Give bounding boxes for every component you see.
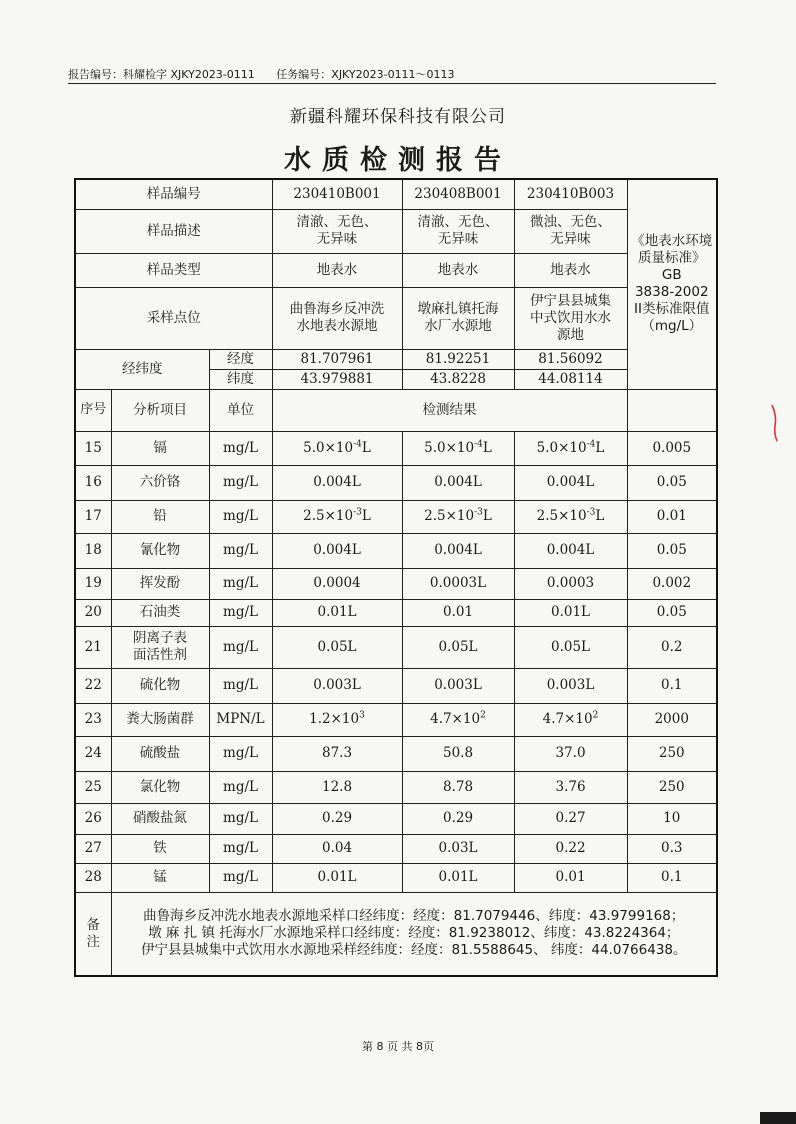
sample-3-lon: 81.56092 [514,349,627,369]
table-row [75,736,717,771]
standard-limit: 250 [627,736,717,771]
result-value: $4.7\times 10^2$ [402,703,514,736]
analysis-item: 铅 [111,500,209,533]
unit-cell: MPN/L [209,703,272,736]
notes-text [111,892,717,976]
table-row [75,703,717,736]
unit-cell: mg/L [209,834,272,863]
label-sample-type: 样品类型 [75,253,272,287]
result-value: 0.004L [402,533,514,568]
sample-2-lon: 81.92251 [402,349,514,369]
header-seq: 序号 [75,389,111,431]
result-value: $2.5\times 10^{-3}L$ [514,500,627,533]
analysis-item: 六价铬 [111,465,209,500]
sample-2-type: 地表水 [402,253,514,287]
result-value: $5.0\times 10^{-4}L$ [402,431,514,465]
result-value: 50.8 [402,736,514,771]
result-value: 0.01L [514,599,627,626]
analysis-item: 石油类 [111,599,209,626]
report-number: 报告编号：科耀检字 XJKY2023-0111 [68,68,255,81]
table-row [75,500,717,533]
header-result: 检测结果 [272,389,627,431]
sample-1-lat: 43.979881 [272,369,402,389]
result-value: $5.0\times 10^{-4}L$ [272,431,402,465]
table-row [75,626,717,668]
result-value: 0.004L [514,533,627,568]
unit-cell: mg/L [209,668,272,703]
result-value: 0.01 [402,599,514,626]
result-value: $2.5\times 10^{-3}L$ [402,500,514,533]
analysis-item: 锰 [111,863,209,892]
row-sample-type [75,253,717,287]
unit-cell: mg/L [209,500,272,533]
unit-cell: mg/L [209,533,272,568]
result-value: 0.05L [514,626,627,668]
standard-limit: 0.005 [627,431,717,465]
task-number: 任务编号：XJKY2023-0111～0113 [276,68,455,81]
header-item: 分析项目 [111,389,209,431]
result-value: 0.01L [272,599,402,626]
label-coords: 经纬度 [75,349,209,389]
row-number: 20 [75,599,111,626]
row-longitude [75,349,717,369]
result-value: 0.03L [402,834,514,863]
standard-limit: 2000 [627,703,717,736]
unit-cell: mg/L [209,626,272,668]
unit-cell: mg/L [209,863,272,892]
result-value: 0.004L [272,465,402,500]
report-title: 水质检测报告 [284,145,512,176]
table-row [75,803,717,834]
sample-1-type: 地表水 [272,253,402,287]
row-number: 17 [75,500,111,533]
results-table [74,178,718,977]
sample-2-id: 230408B001 [402,179,514,209]
row-number: 18 [75,533,111,568]
standard-limit: 250 [627,771,717,803]
result-value: 0.29 [402,803,514,834]
result-value: 0.003L [272,668,402,703]
result-value: 0.27 [514,803,627,834]
row-number: 25 [75,771,111,803]
row-number: 26 [75,803,111,834]
sample-1-desc: 清澈、无色、 无异味 [272,209,402,253]
table-row [75,431,717,465]
sample-3-lat: 44.08114 [514,369,627,389]
table-row [75,863,717,892]
result-value: 0.29 [272,803,402,834]
company-name: 新疆科耀环保科技有限公司 [290,107,506,127]
label-sample-site: 采样点位 [75,287,272,349]
result-value: $4.7\times 10^2$ [514,703,627,736]
result-value: 87.3 [272,736,402,771]
label-sample-desc: 样品描述 [75,209,272,253]
standard-limit-header: 《地表水环境 质量标准》GB 3838-2002 II类标准限值 （mg/L） [627,179,717,389]
row-sample-id [75,179,717,209]
result-value: 12.8 [272,771,402,803]
standard-limit: 0.05 [627,533,717,568]
unit-cell: mg/L [209,771,272,803]
result-value: 0.004L [272,533,402,568]
label-longitude: 经度 [209,349,272,369]
table-row [75,465,717,500]
row-number: 24 [75,736,111,771]
red-pen-mark [771,404,779,442]
standard-limit: 0.3 [627,834,717,863]
unit-cell: mg/L [209,568,272,599]
table-row [75,533,717,568]
row-sample-site [75,287,717,349]
standard-limit: 0.05 [627,599,717,626]
result-value: 0.0003 [514,568,627,599]
result-value: 3.76 [514,771,627,803]
sample-1-id: 230410B001 [272,179,402,209]
result-value: 0.22 [514,834,627,863]
result-value: 0.004L [514,465,627,500]
row-column-headers [75,389,717,431]
table-row [75,668,717,703]
analysis-item: 粪大肠菌群 [111,703,209,736]
row-number: 15 [75,431,111,465]
unit-cell: mg/L [209,736,272,771]
result-value: 0.004L [402,465,514,500]
row-number: 27 [75,834,111,863]
standard-limit: 0.002 [627,568,717,599]
page-footer: 第 8 页 共 8页 [362,1040,434,1053]
row-number: 28 [75,863,111,892]
result-value: $1.2\times 10^3$ [272,703,402,736]
row-number: 19 [75,568,111,599]
standard-limit: 0.05 [627,465,717,500]
result-value: $5.0\times 10^{-4}L$ [514,431,627,465]
analysis-item: 氯化物 [111,771,209,803]
row-sample-desc [75,209,717,253]
sample-3-site: 伊宁县县城集 中式饮用水水 源地 [514,287,627,349]
result-value: 0.0004 [272,568,402,599]
sample-2-lat: 43.8228 [402,369,514,389]
notes-label: 备 注 [75,892,111,976]
header-rule [68,83,716,84]
result-value: 0.05L [402,626,514,668]
result-value: 0.01L [402,863,514,892]
unit-cell: mg/L [209,599,272,626]
analysis-item: 硫化物 [111,668,209,703]
analysis-item: 阴离子表 面活性剂 [111,626,209,668]
result-value: 37.0 [514,736,627,771]
standard-limit: 0.1 [627,668,717,703]
result-value: 8.78 [402,771,514,803]
unit-cell: mg/L [209,803,272,834]
standard-limit: 0.1 [627,863,717,892]
sample-2-site: 墩麻扎镇托海 水厂水源地 [402,287,514,349]
report-header [68,66,455,82]
scan-edge [760,1112,796,1124]
header-limit-blank [627,389,717,431]
label-sample-id: 样品编号 [75,179,272,209]
result-value: 0.003L [514,668,627,703]
sample-1-lon: 81.707961 [272,349,402,369]
row-number: 22 [75,668,111,703]
result-value: 0.01 [514,863,627,892]
result-value: $2.5\times 10^{-3}L$ [272,500,402,533]
table-row [75,834,717,863]
standard-limit: 0.01 [627,500,717,533]
row-number: 21 [75,626,111,668]
analysis-item: 硝酸盐氮 [111,803,209,834]
note-line: 伊宁县县城集中式饮用水水源地采样经纬度：经度：81.5588645、 纬度：44.0766438。 [141,942,687,959]
unit-cell: mg/L [209,431,272,465]
result-value: 0.01L [272,863,402,892]
label-latitude: 纬度 [209,369,272,389]
sample-3-id: 230410B003 [514,179,627,209]
result-value: 0.0003L [402,568,514,599]
analysis-item: 挥发酚 [111,568,209,599]
result-value: 0.04 [272,834,402,863]
note-line: 曲鲁海乡反冲洗水地表水源地采样口经纬度：经度：81.7079446、纬度：43.9799168； [143,908,685,925]
result-value: 0.003L [402,668,514,703]
row-number: 23 [75,703,111,736]
table-row [75,771,717,803]
table-row [75,599,717,626]
sample-3-type: 地表水 [514,253,627,287]
analysis-item: 氰化物 [111,533,209,568]
result-value: 0.05L [272,626,402,668]
unit-cell: mg/L [209,465,272,500]
sample-2-desc: 清澈、无色、 无异味 [402,209,514,253]
header-unit: 单位 [209,389,272,431]
sample-1-site: 曲鲁海乡反冲洗 水地表水源地 [272,287,402,349]
sample-3-desc: 微浊、无色、 无异味 [514,209,627,253]
row-number: 16 [75,465,111,500]
analysis-item: 硫酸盐 [111,736,209,771]
standard-limit: 10 [627,803,717,834]
row-notes [75,892,717,976]
analysis-item: 镉 [111,431,209,465]
note-line: 墩 麻 扎 镇 托海水厂水源地采样口经纬度：经度：81.9238012、纬度：43.8224364； [148,925,680,942]
standard-limit: 0.2 [627,626,717,668]
table-row [75,568,717,599]
analysis-item: 铁 [111,834,209,863]
